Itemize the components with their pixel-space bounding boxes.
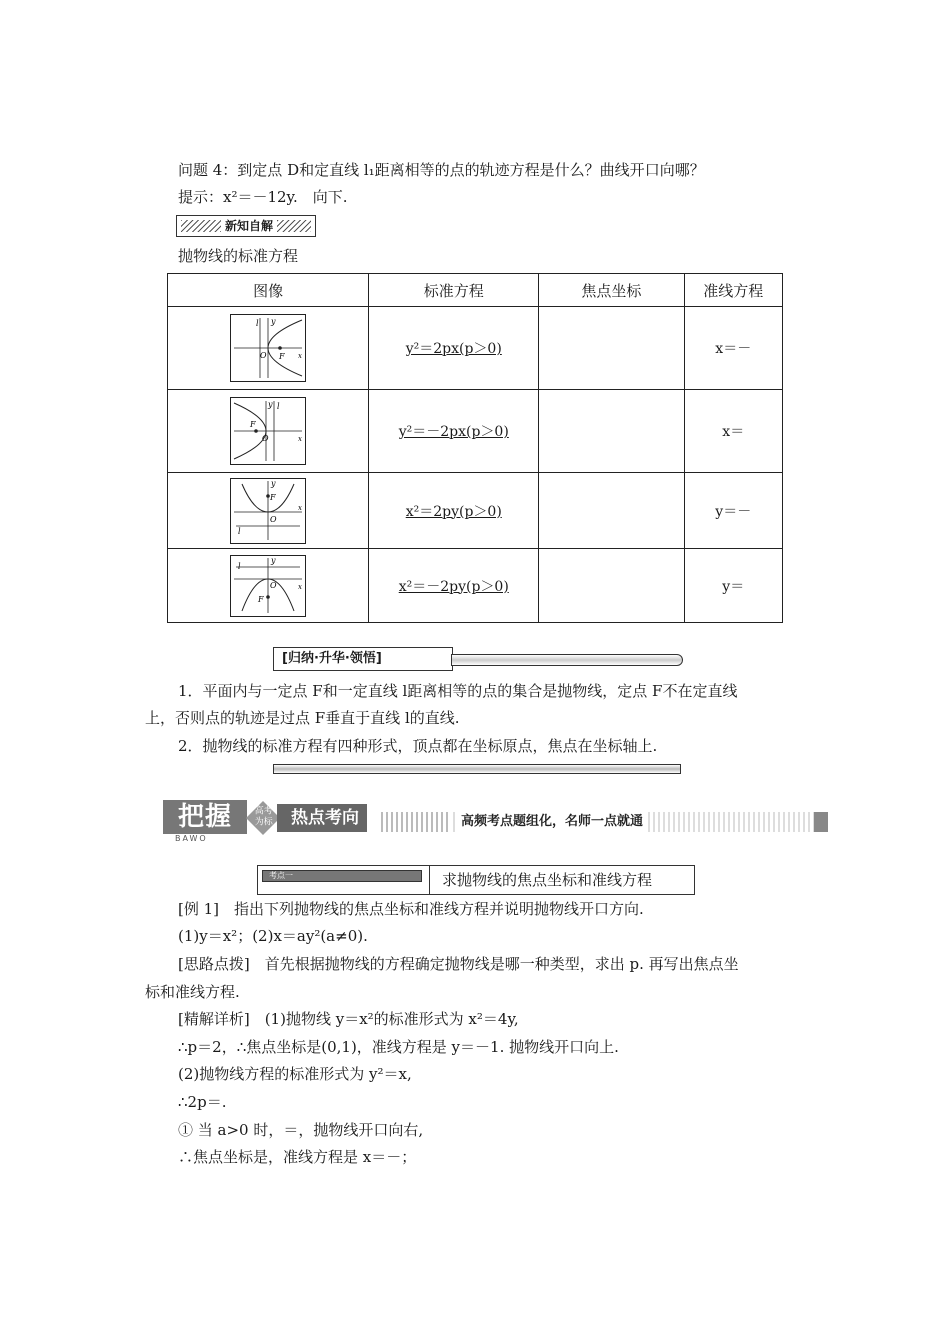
svg-text:x: x <box>298 435 303 443</box>
svg-text:O: O <box>262 434 269 443</box>
svg-text:x: x <box>298 582 303 591</box>
equation-text: x²＝2py(p＞0) <box>405 503 502 520</box>
svg-text:y: y <box>268 400 273 409</box>
table-row <box>168 307 783 390</box>
focus-cell <box>539 473 684 549</box>
focus-cell <box>539 307 684 390</box>
focus-cell <box>539 390 684 473</box>
header-directrix: 准线方程 <box>684 274 783 307</box>
standard-equation-table <box>167 273 783 623</box>
directrix-cell: x＝－ <box>684 307 783 390</box>
question-4: 问题 4：到定点 D和定直线 l₁距离相等的点的轨迹方程是什么？曲线开口向哪？ <box>178 161 705 179</box>
equation-cell <box>369 307 539 390</box>
example-1-items: (1)y＝x²；(2)x＝ay²(a≠0). <box>178 927 368 945</box>
summary-title: [归纳·升华·领悟] <box>273 647 453 671</box>
analysis-hint-line-1: [思路点拨] 首先根据抛物线的方程确定抛物线是哪一种类型，求出 p. 再写出焦点坐 <box>178 955 739 973</box>
table-row <box>168 549 783 623</box>
svg-text:O: O <box>260 351 267 360</box>
svg-text:F: F <box>258 594 264 604</box>
equation-text: y²＝－2px(p＞0) <box>398 424 509 440</box>
graph-cell <box>168 307 369 390</box>
analysis-hint-line-2: 标和准线方程. <box>145 983 240 1001</box>
parabola-left-graph <box>230 397 306 465</box>
svg-text:l: l <box>256 319 259 328</box>
focus-cell <box>539 549 684 623</box>
banner-stripes <box>381 812 451 832</box>
hot-topics-banner <box>163 800 828 843</box>
summary-point-2: 2．抛物线的标准方程有四种形式，顶点都在坐标原点，焦点在坐标轴上. <box>178 737 658 755</box>
header-focus: 焦点坐标 <box>539 274 684 307</box>
banner-slogan-bar <box>453 812 828 832</box>
topic-label: 考点一 <box>262 870 422 882</box>
equation-cell <box>369 473 539 549</box>
graph-cell <box>168 390 369 473</box>
table-header-row <box>168 274 783 307</box>
bawo-logo-pinyin: BAWO <box>175 834 208 843</box>
equation-text: x²＝－2py(p＞0) <box>398 578 509 595</box>
graph-cell <box>168 549 369 623</box>
parabola-right-graph <box>230 314 306 382</box>
bawo-logo: 把握 <box>163 800 247 834</box>
equation-cell <box>369 549 539 623</box>
svg-text:l: l <box>238 561 241 571</box>
directrix-cell: y＝－ <box>684 473 783 549</box>
svg-text:l: l <box>238 526 241 536</box>
solution-line-2: ∴p＝2，∴焦点坐标是(0,1)，准线方程是 y＝－1. 抛物线开口向上. <box>178 1038 619 1056</box>
table-row <box>168 390 783 473</box>
parabola-down-graph <box>230 555 306 617</box>
svg-text:y: y <box>271 478 276 488</box>
exam-tag <box>246 801 280 835</box>
banner-slogan: 高频考点题组化，名师一点就通 <box>457 812 647 832</box>
section-banner <box>176 215 316 237</box>
summary-header <box>273 647 681 671</box>
table-row <box>168 473 783 549</box>
svg-text:l: l <box>277 402 280 411</box>
header-equation: 标准方程 <box>369 274 539 307</box>
svg-text:x: x <box>298 352 303 360</box>
summary-point-1-line-2: 上，否则点的轨迹是过点 F垂直于直线 l的直线. <box>145 709 460 727</box>
example-1-prompt: [例 1] 指出下列抛物线的焦点坐标和准线方程并说明抛物线开口方向. <box>178 900 644 918</box>
summary-header-bar <box>451 654 683 666</box>
topic-title: 求抛物线的焦点坐标和准线方程 <box>442 871 653 889</box>
parabola-up-graph <box>230 478 306 544</box>
svg-text:F: F <box>279 352 285 361</box>
question-4-hint: 提示：x²＝－12y. 向下. <box>178 188 348 206</box>
solution-line-5: ① 当 a>0 时，＝，抛物线开口向右, <box>178 1121 424 1139</box>
solution-line-1: [精解详析] (1)抛物线 y＝x²的标准形式为 x²＝4y, <box>178 1010 519 1028</box>
topic-header <box>257 865 695 895</box>
svg-text:y: y <box>271 555 276 565</box>
directrix-cell: x＝ <box>684 390 783 473</box>
exam-tag-text: 高考为标 <box>254 806 273 828</box>
svg-text:F: F <box>270 492 276 502</box>
hot-topics-label: 热点考向 <box>277 804 367 832</box>
solution-line-3: (2)抛物线方程的标准形式为 y²＝x, <box>178 1065 412 1083</box>
directrix-cell: y＝ <box>684 549 783 623</box>
svg-text:F: F <box>250 420 256 429</box>
svg-text:x: x <box>298 503 303 512</box>
equation-cell <box>369 390 539 473</box>
solution-line-6: ∴焦点坐标是，准线方程是 x＝－； <box>178 1148 417 1166</box>
table-caption: 抛物线的标准方程 <box>178 247 299 265</box>
header-graph: 图像 <box>168 274 369 307</box>
summary-point-1-line-1: 1．平面内与一定点 F和一定直线 l距离相等的点的集合是抛物线，定点 F不在定直线 <box>178 682 738 700</box>
svg-text:O: O <box>270 580 277 590</box>
equation-text: y²＝2px(p＞0) <box>405 341 502 357</box>
solution-line-4: ∴2p＝. <box>178 1093 227 1111</box>
svg-text:y: y <box>271 317 276 326</box>
svg-text:O: O <box>270 514 277 524</box>
graph-cell <box>168 473 369 549</box>
section-banner-label: 新知自解 <box>221 218 277 234</box>
summary-footer-bar <box>273 764 681 774</box>
